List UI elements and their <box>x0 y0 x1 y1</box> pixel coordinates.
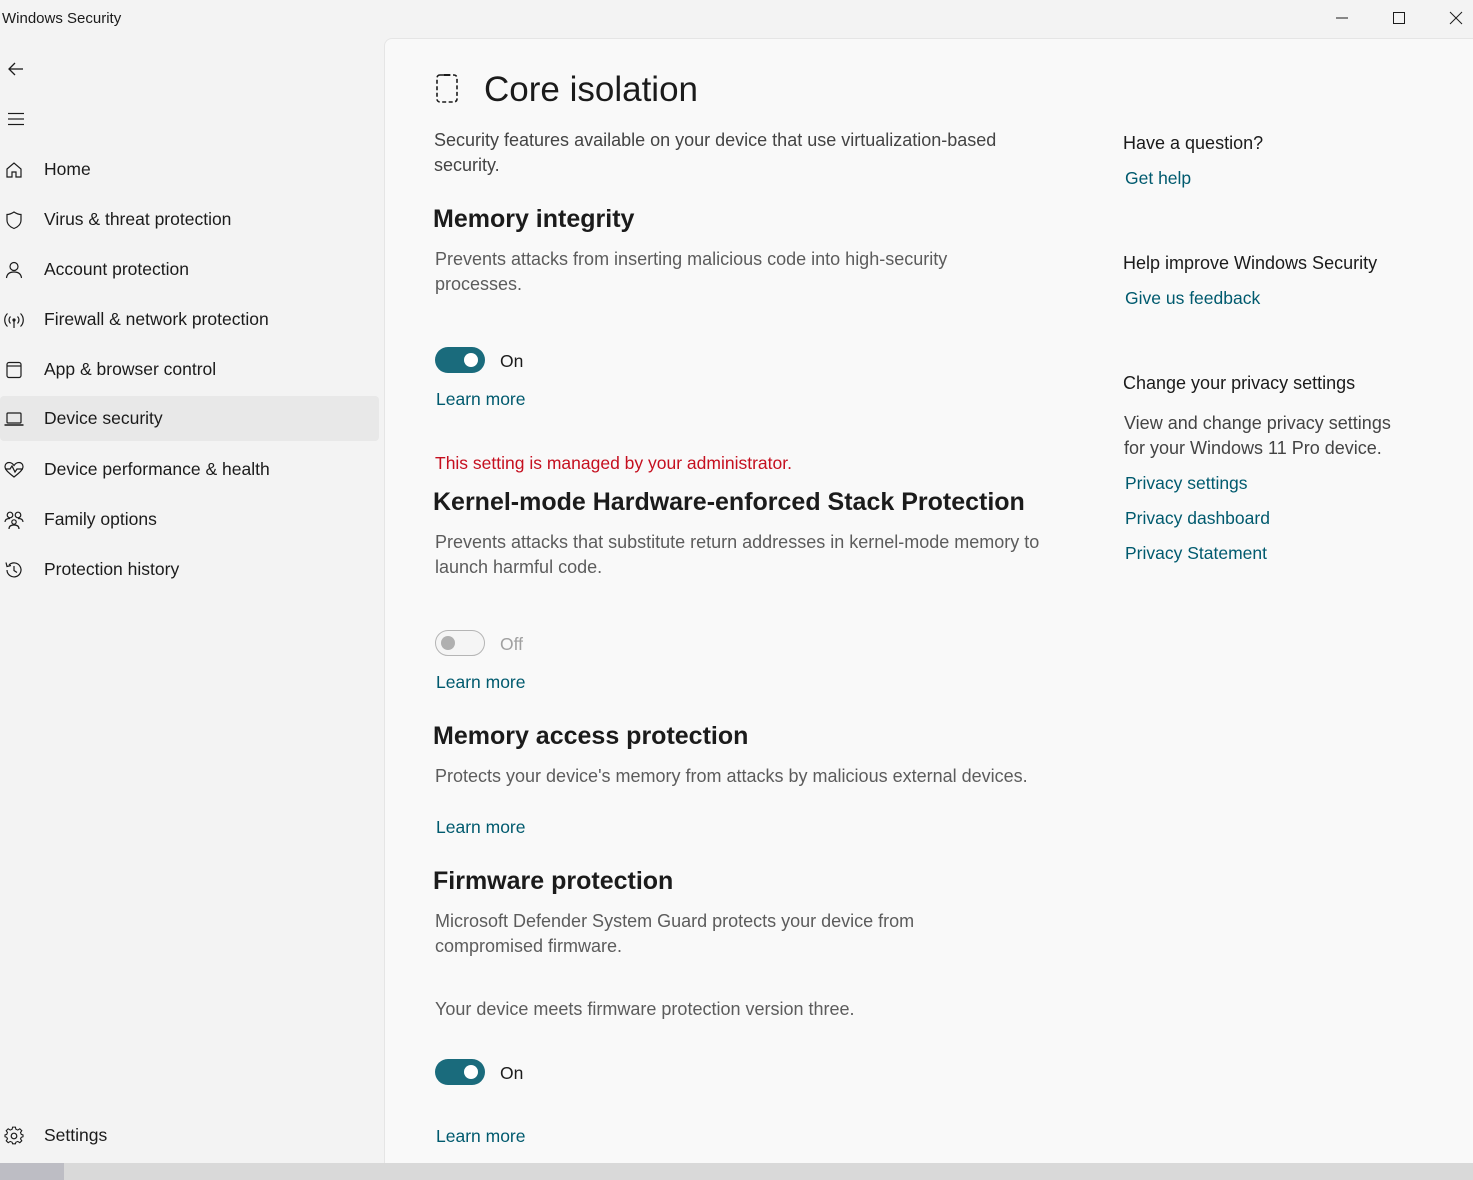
privacy-settings-text: View and change privacy settings for your Windows 11 Pro device. <box>1124 413 1391 458</box>
back-button[interactable] <box>0 53 32 85</box>
memory-access-protection-learn-more-link[interactable]: Learn more <box>436 817 526 837</box>
have-a-question-heading: Have a question? <box>1123 133 1264 153</box>
sidebar-item-account[interactable] <box>0 247 379 292</box>
sidebar-item-label: Family options <box>44 509 157 529</box>
privacy-settings-link[interactable]: Privacy settings <box>1125 473 1248 493</box>
close-icon <box>1449 11 1463 25</box>
get-help-link[interactable]: Get help <box>1125 168 1192 188</box>
home-icon <box>0 156 28 184</box>
title-bar <box>0 0 1473 38</box>
memory-integrity-description: Prevents attacks from inserting malicious code into high-security processes. <box>435 249 948 294</box>
person-icon <box>0 256 28 284</box>
sidebar-item-firewall[interactable] <box>0 297 379 342</box>
kernel-stack-protection-description: Prevents attacks that substitute return addresses in kernel-mode memory to launch harmful code. <box>435 532 1040 577</box>
sidebar-item-settings[interactable] <box>0 1113 379 1158</box>
heart-pulse-icon <box>0 456 28 484</box>
hamburger-menu-icon <box>7 112 25 126</box>
privacy-settings-heading: Change your privacy settings <box>1123 373 1356 393</box>
sidebar <box>0 38 384 1163</box>
sidebar-item-protection-history[interactable] <box>0 547 379 592</box>
sidebar-item-label: Firewall & network protection <box>44 309 269 329</box>
memory-access-protection-description: Protects your device's memory from attacks by malicious external devices. <box>435 766 1028 786</box>
page-title: Core isolation <box>484 70 698 109</box>
privacy-dashboard-link[interactable]: Privacy dashboard <box>1125 508 1270 528</box>
firmware-protection-learn-more-link[interactable]: Learn more <box>436 1126 526 1146</box>
family-icon <box>0 506 28 534</box>
sidebar-item-label: Device security <box>44 408 163 428</box>
kernel-stack-protection-learn-more-link[interactable]: Learn more <box>436 672 526 692</box>
toggle-knob <box>441 636 455 650</box>
memory-integrity-toggle[interactable] <box>435 347 485 373</box>
main-content <box>384 38 1473 1163</box>
wireless-icon <box>0 306 28 334</box>
menu-button[interactable] <box>0 103 32 135</box>
privacy-statement-link[interactable]: Privacy Statement <box>1125 543 1267 563</box>
memory-integrity-learn-more-link[interactable]: Learn more <box>436 389 526 409</box>
firmware-protection-description: Microsoft Defender System Guard protects your device from compromised firmware. <box>435 911 915 956</box>
help-improve-heading: Help improve Windows Security <box>1123 253 1378 273</box>
horizontal-scrollbar[interactable] <box>0 1163 1473 1180</box>
sidebar-item-virus-threat[interactable] <box>0 197 379 242</box>
sidebar-item-label: Virus & threat protection <box>44 209 232 229</box>
sidebar-item-label: Home <box>44 159 91 179</box>
kernel-stack-protection-toggle[interactable] <box>435 630 485 656</box>
minimize-icon <box>1335 11 1349 25</box>
page-intro: Security features available on your device that use virtualization-based security. <box>434 130 997 175</box>
maximize-button[interactable] <box>1370 0 1427 36</box>
sidebar-item-app-browser[interactable] <box>0 347 379 392</box>
settings-label: Settings <box>44 1125 108 1145</box>
sidebar-item-device-performance[interactable] <box>0 447 379 492</box>
sidebar-item-home[interactable] <box>0 147 379 192</box>
sidebar-item-label: Account protection <box>44 259 189 279</box>
admin-managed-notice: This setting is managed by your administrator. <box>435 453 792 473</box>
toggle-knob <box>464 1065 478 1079</box>
maximize-icon <box>1392 11 1406 25</box>
kernel-stack-protection-title: Kernel-mode Hardware-enforced Stack Protection <box>433 488 1025 516</box>
firmware-protection-title: Firmware protection <box>433 867 674 895</box>
toggle-knob <box>464 353 478 367</box>
firmware-protection-status: Your device meets firmware protection version three. <box>435 999 855 1019</box>
memory-integrity-title: Memory integrity <box>433 205 635 233</box>
memory-integrity-toggle-state: On <box>500 351 524 371</box>
app-window-icon <box>0 356 28 384</box>
sidebar-item-device-security[interactable] <box>0 396 379 441</box>
history-icon <box>0 556 28 584</box>
close-button[interactable] <box>1427 0 1473 36</box>
back-arrow-icon <box>7 60 25 78</box>
scrollbar-thumb[interactable] <box>0 1163 64 1180</box>
gear-icon <box>0 1122 28 1150</box>
shield-icon <box>0 206 28 234</box>
minimize-button[interactable] <box>1313 0 1370 36</box>
firmware-protection-toggle[interactable] <box>435 1059 485 1085</box>
kernel-stack-protection-toggle-state: Off <box>500 634 524 654</box>
firmware-protection-toggle-state: On <box>500 1063 524 1083</box>
give-feedback-link[interactable]: Give us feedback <box>1125 288 1261 308</box>
sidebar-item-label: Device performance & health <box>44 459 270 479</box>
core-isolation-icon <box>434 72 462 111</box>
sidebar-item-family[interactable] <box>0 497 379 542</box>
sidebar-item-label: Protection history <box>44 559 180 579</box>
window-title: Windows Security <box>2 10 122 27</box>
sidebar-item-label: App & browser control <box>44 359 217 379</box>
memory-access-protection-title: Memory access protection <box>433 722 749 750</box>
laptop-icon <box>0 405 28 433</box>
